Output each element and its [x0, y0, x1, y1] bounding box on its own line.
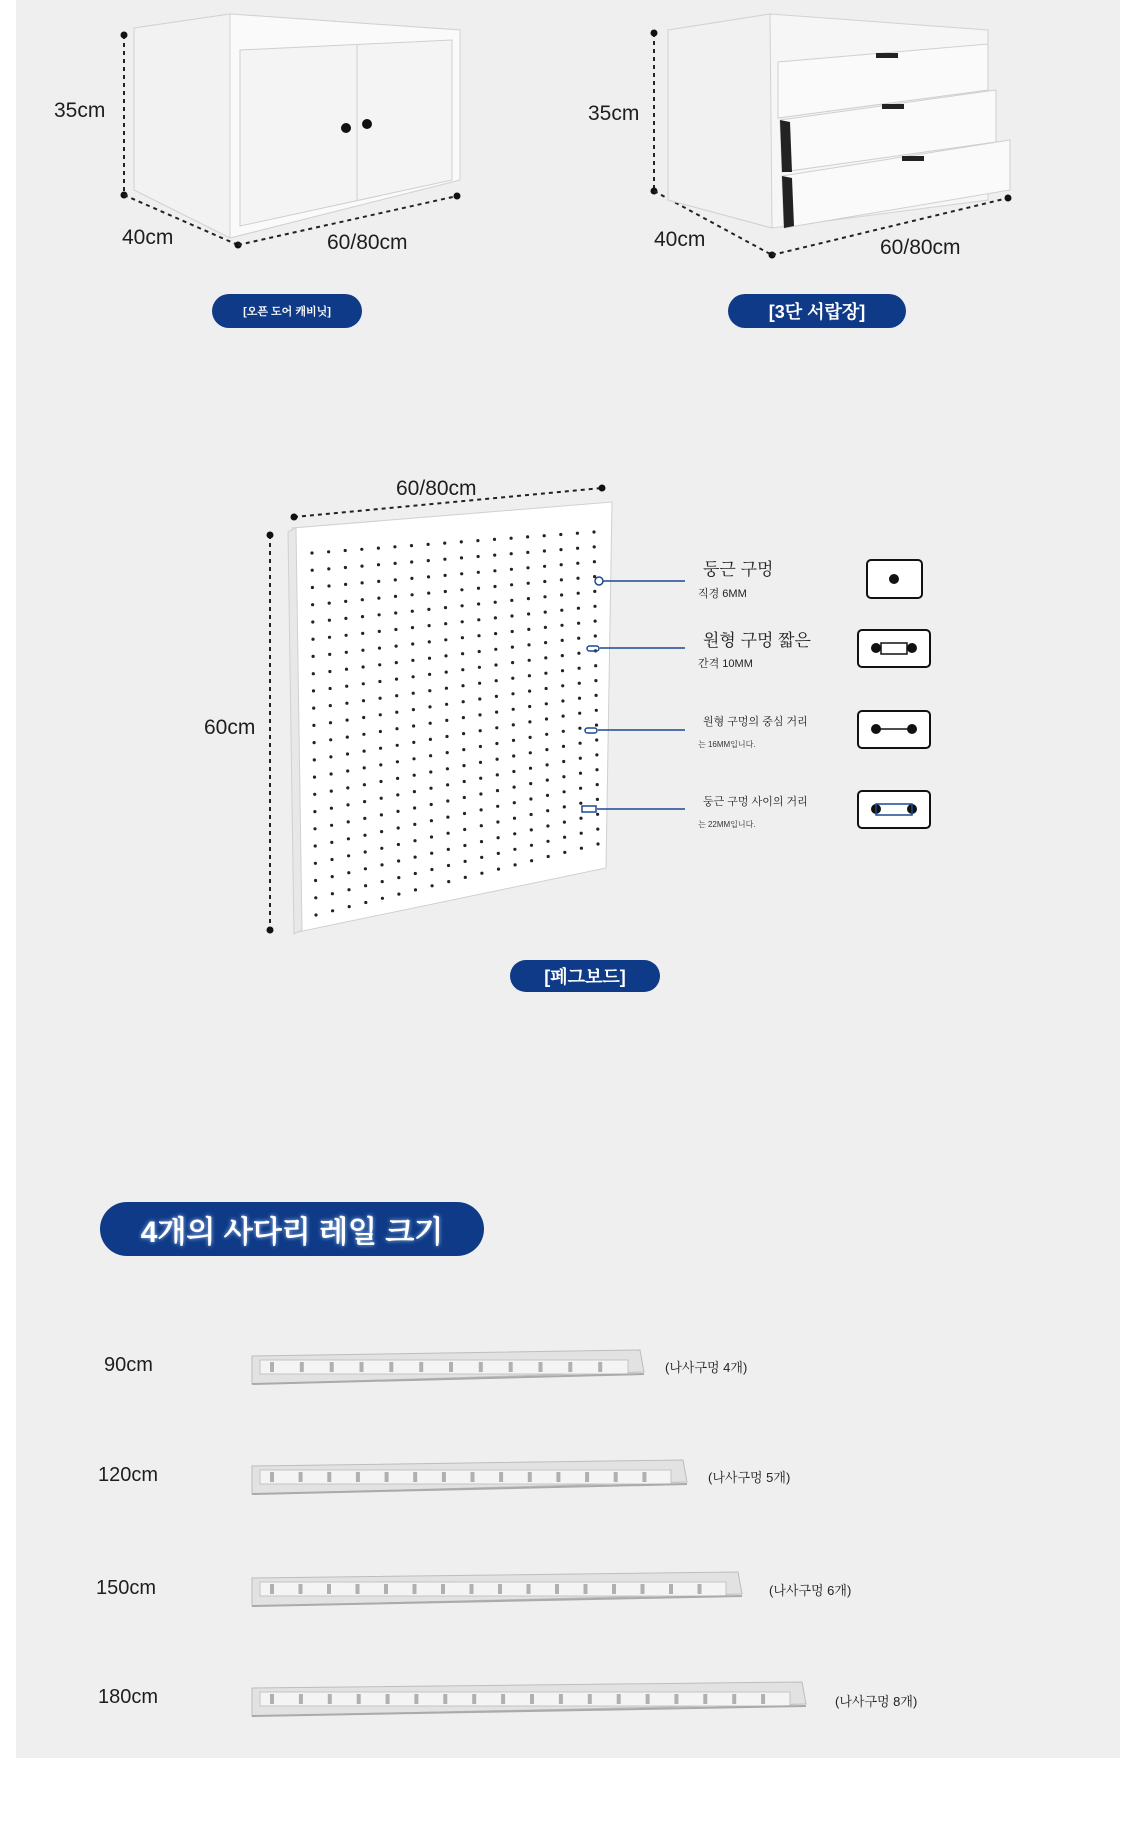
callout-slot-hole-sub: 간격 10MM: [698, 658, 753, 670]
callout-hole-distance-sub: 는 22MM입니다.: [698, 820, 756, 829]
rail-length-90: 90cm: [104, 1354, 153, 1376]
callout-round-hole-title: 둥근 구멍: [703, 560, 774, 579]
cabinet-label-badge: [오픈 도어 캐비닛]: [212, 294, 362, 328]
rail-note-120: (나사구멍 5개): [708, 1470, 791, 1485]
cabinet-height-label: 35cm: [54, 99, 106, 122]
callout-slot-hole-title: 원형 구멍 짧은: [703, 631, 811, 650]
callout-hole-distance-title: 둥근 구멍 사이의 거리: [703, 796, 808, 808]
pegboard-label-badge: [페그보드]: [510, 960, 660, 992]
ladder-rail-150: [252, 1572, 742, 1606]
ladder-rails-illustration: [0, 1330, 1136, 1830]
cabinet-width-label: 60/80cm: [327, 231, 408, 254]
rail-length-150: 150cm: [96, 1577, 157, 1599]
callout-center-distance-sub: 는 16MM입니다.: [698, 740, 756, 749]
pegboard-illustration: [0, 460, 1136, 980]
drawer-depth-label: 40cm: [654, 228, 706, 251]
rails-heading-badge: 4개의 사다리 레일 크기: [100, 1202, 484, 1256]
pegboard-width-label: 60/80cm: [396, 477, 477, 500]
rail-note-90: (나사구멍 4개): [665, 1360, 748, 1375]
rail-length-180: 180cm: [98, 1686, 159, 1708]
rail-length-120: 120cm: [98, 1464, 159, 1486]
ladder-rail-180: [252, 1682, 806, 1716]
cabinet-depth-label: 40cm: [122, 226, 174, 249]
drawer-height-label: 35cm: [588, 102, 640, 125]
rail-note-180: (나사구멍 8개): [835, 1694, 918, 1709]
pegboard-height-label: 60cm: [204, 716, 256, 739]
ladder-rail-90: [252, 1350, 644, 1384]
rail-note-150: (나사구멍 6개): [769, 1583, 852, 1598]
drawer-label-badge: [3단 서랍장]: [728, 294, 906, 328]
callout-center-distance-title: 원형 구멍의 중심 거리: [703, 716, 808, 728]
drawer-width-label: 60/80cm: [880, 236, 961, 259]
drawer-illustration: [0, 0, 1136, 300]
ladder-rail-120: [252, 1460, 687, 1494]
callout-round-hole-sub: 직경 6MM: [698, 588, 747, 600]
